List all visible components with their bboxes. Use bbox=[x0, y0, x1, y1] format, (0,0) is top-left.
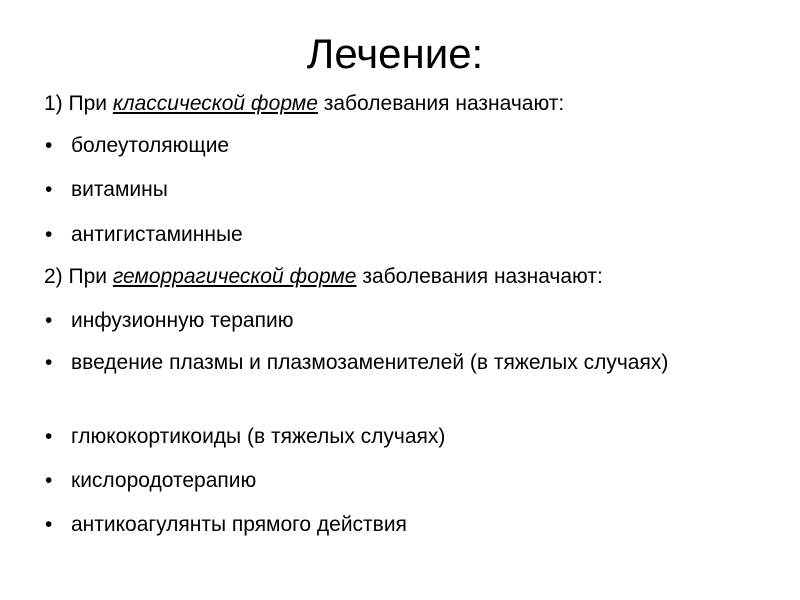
bullet-icon: • bbox=[45, 469, 53, 492]
list-item-text: глюкокортикоиды (в тяжелых случаях) bbox=[71, 425, 446, 448]
list-item-text: инфузионную терапию bbox=[71, 309, 294, 332]
list-item bbox=[44, 422, 734, 452]
section-2-suffix: заболевания назначают: bbox=[356, 265, 603, 288]
section-1-heading bbox=[44, 89, 564, 119]
bullet-icon: • bbox=[45, 223, 53, 246]
slide-title: Лечение: bbox=[306, 30, 484, 77]
list-item-text: антигистаминные bbox=[71, 223, 243, 246]
list-item bbox=[44, 466, 734, 496]
list-item-text: болеутоляющие bbox=[71, 134, 230, 157]
list-item bbox=[44, 510, 734, 540]
section-2-prefix: 2) При bbox=[44, 265, 113, 288]
list-item bbox=[44, 131, 734, 161]
list-item-text: антикоагулянты прямого действия bbox=[71, 513, 407, 536]
bullet-icon: • bbox=[45, 309, 53, 332]
list-item-text: кислородотерапию bbox=[71, 469, 257, 492]
list-item-text: введение плазмы и плазмозаменителей (в тяжелых случаях) bbox=[71, 351, 669, 374]
bullet-icon: • bbox=[45, 178, 53, 201]
list-item bbox=[44, 348, 734, 378]
list-item-text: витамины bbox=[71, 178, 168, 201]
bullet-icon: • bbox=[45, 513, 53, 536]
section-1-prefix: 1) При bbox=[44, 92, 113, 115]
section-1-suffix: заболевания назначают: bbox=[317, 92, 565, 115]
bullet-icon: • bbox=[45, 425, 53, 448]
section-2-heading bbox=[44, 262, 603, 292]
list-item bbox=[44, 175, 734, 205]
list-item bbox=[44, 220, 734, 250]
list-item bbox=[44, 306, 734, 336]
section-1-emphasis: классической форме bbox=[112, 92, 318, 115]
bullet-icon: • bbox=[45, 134, 53, 157]
section-2-emphasis: геморрагической форме bbox=[112, 265, 357, 288]
bullet-icon: • bbox=[45, 351, 53, 374]
